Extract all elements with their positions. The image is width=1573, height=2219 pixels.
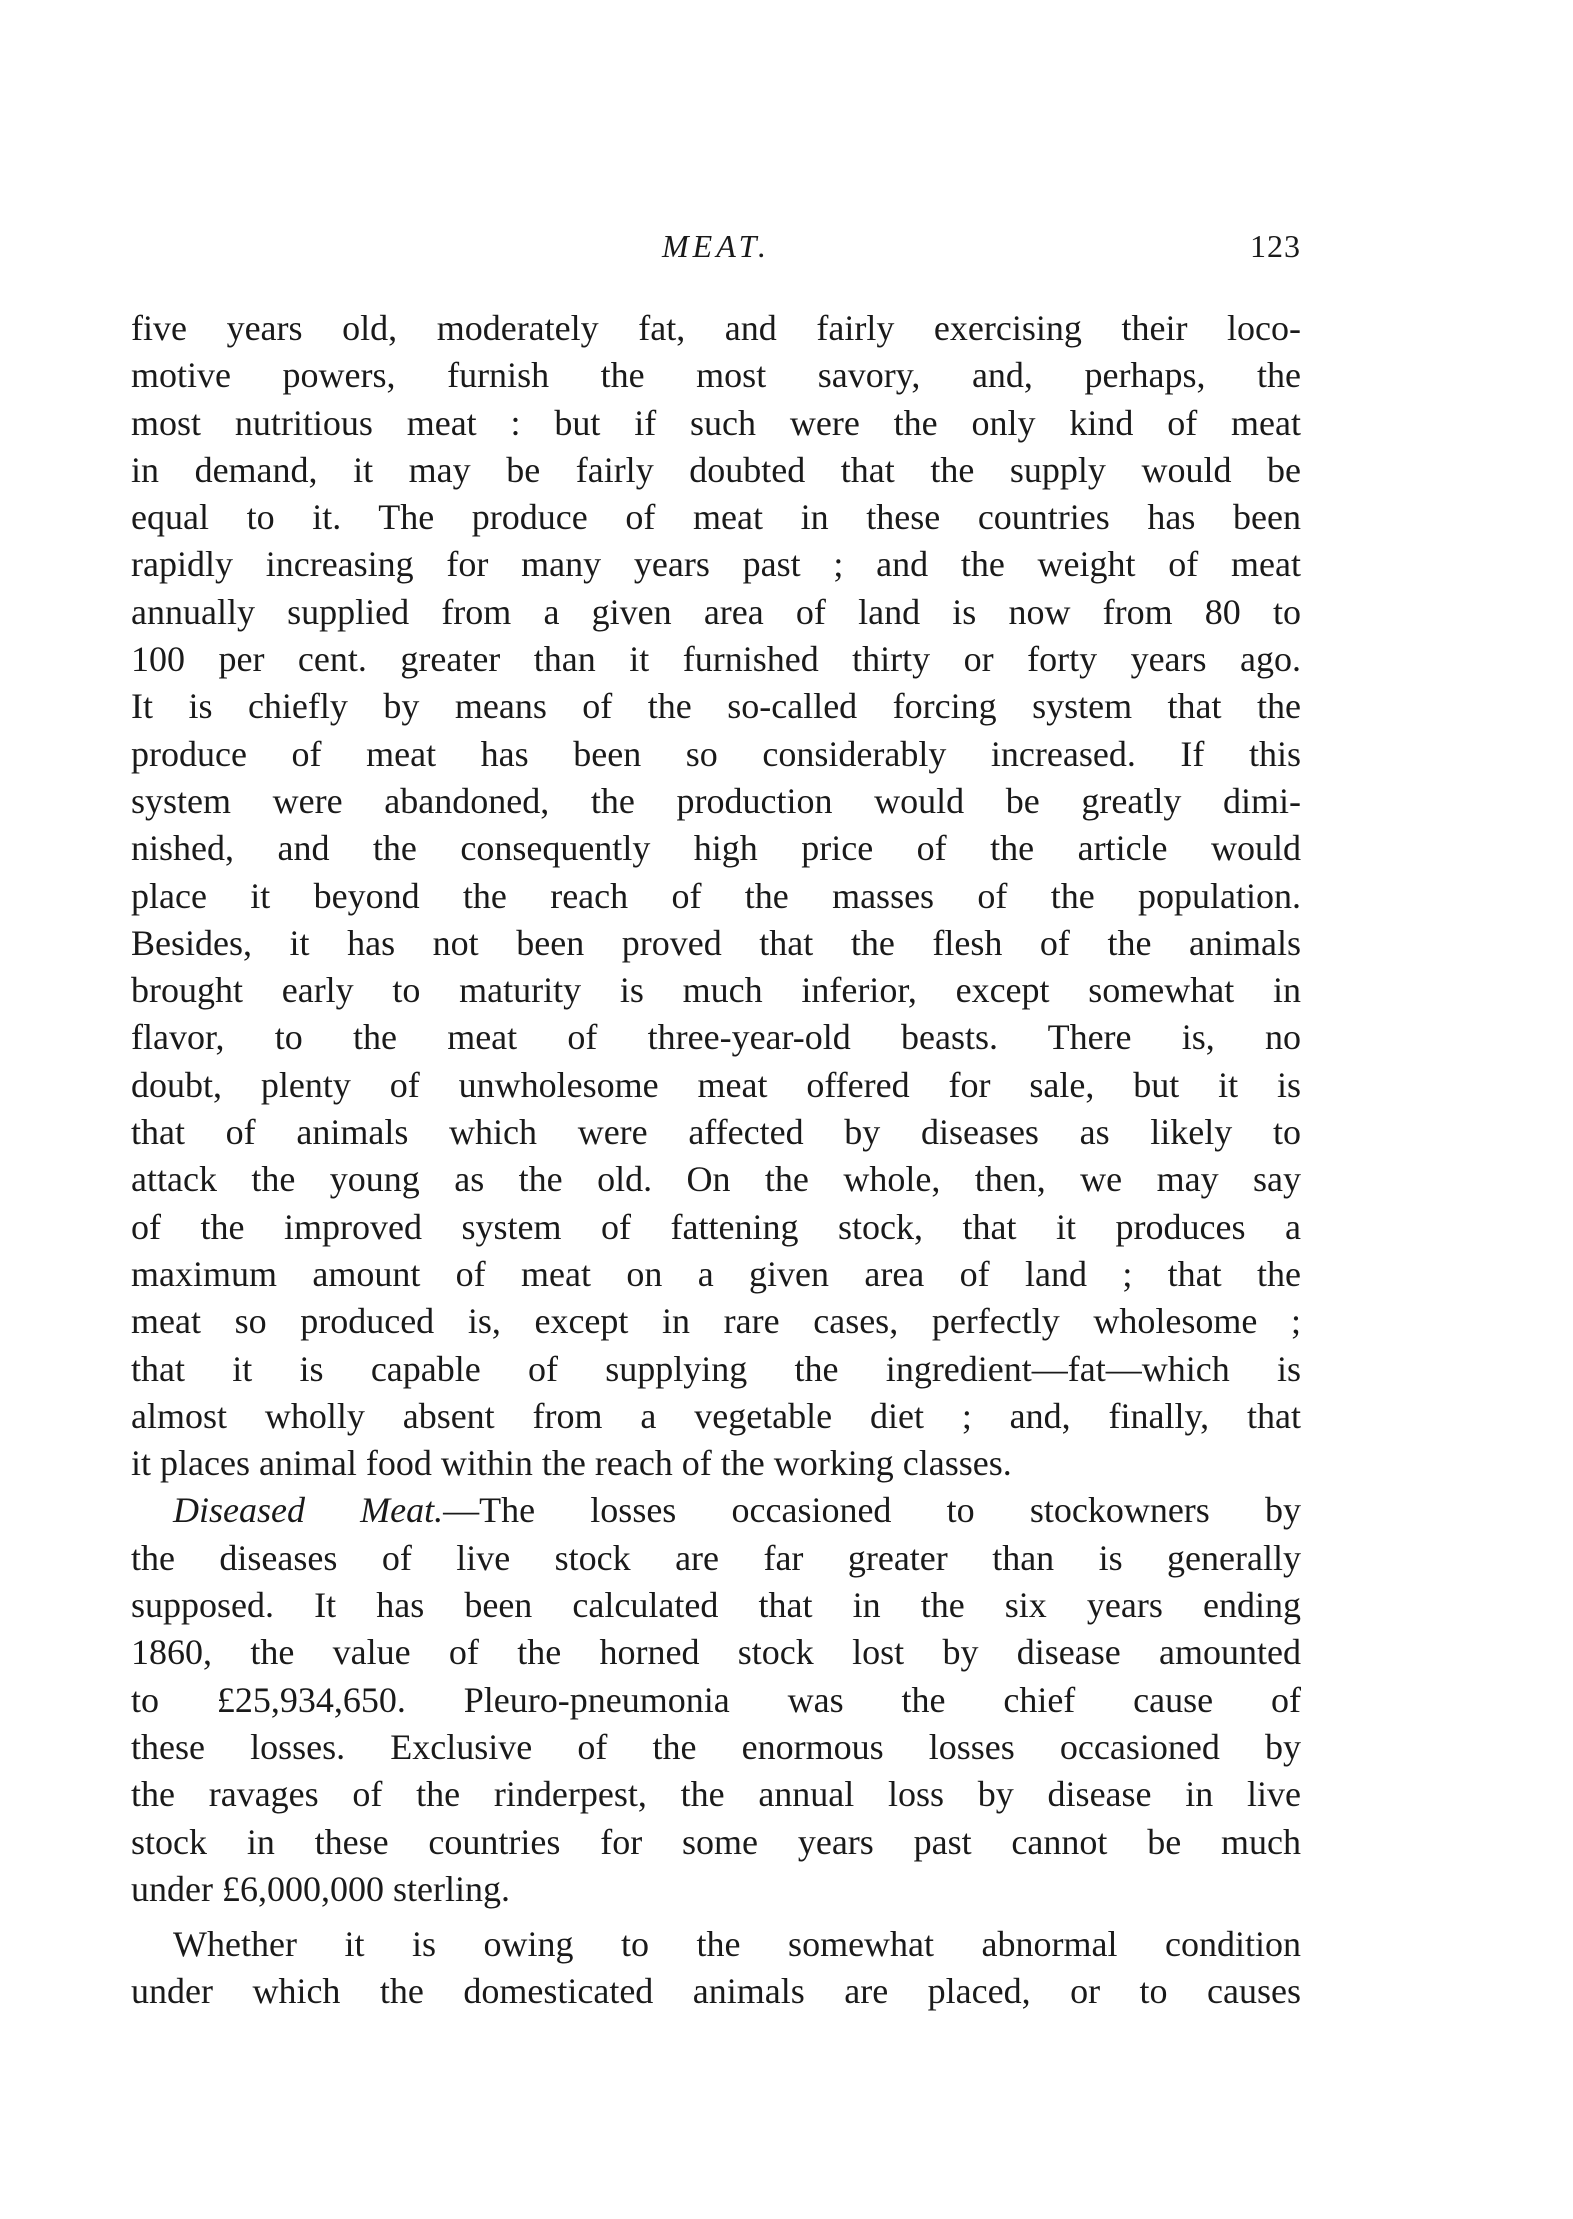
text-line: supposed. It has been calculated that in the six years ending xyxy=(131,1585,1301,1626)
text-line: produce of meat has been so considerably increased. If this xyxy=(131,733,1301,774)
paragraph-3 xyxy=(131,1921,1301,2016)
text-line: stock in these countries for some years past cannot be much xyxy=(131,1821,1301,1862)
text-line: the ravages of the rinderpest, the annual loss by disease in live xyxy=(131,1774,1301,1815)
page-number: 123 xyxy=(1250,228,1301,264)
text-line: to £25,934,650. Pleuro-pneumonia was the chief cause of xyxy=(131,1679,1301,1720)
text-line: almost wholly absent from a vegetable diet ; and, finally, that xyxy=(131,1395,1301,1436)
paragraph-2 xyxy=(131,1487,1301,1913)
text-line: under £6,000,000 sterling. xyxy=(131,1868,510,1909)
text-line: system were abandoned, the production would be greatly dimi- xyxy=(131,780,1301,821)
text-line: that of animals which were affected by diseases as likely to xyxy=(131,1112,1301,1153)
text-line: most nutritious meat : but if such were the only kind of meat xyxy=(131,402,1301,443)
text-line: place it beyond the reach of the masses of the population. xyxy=(131,875,1301,916)
running-head xyxy=(131,228,1301,278)
text-line: meat so produced is, except in rare cases, perfectly wholesome ; xyxy=(131,1301,1301,1342)
text-fragment: —The losses occasioned to stockowners by xyxy=(443,1490,1301,1531)
text-line: Besides, it has not been proved that the flesh of the animals xyxy=(131,922,1301,963)
text-line: brought early to maturity is much inferior, except somewhat in xyxy=(131,970,1301,1011)
text-line: 1860, the value of the horned stock lost by disease amounted xyxy=(131,1632,1301,1673)
text-line: doubt, plenty of unwholesome meat offered for sale, but it is xyxy=(131,1064,1301,1105)
text-line: the diseases of live stock are far greater than is generally xyxy=(131,1537,1301,1578)
body-text xyxy=(131,305,1301,2016)
paragraph-1 xyxy=(131,305,1301,1487)
text-line: rapidly increasing for many years past ; and the weight of meat xyxy=(131,544,1301,585)
text-line: equal to it. The produce of meat in these countries has been xyxy=(131,497,1301,538)
text-line: under which the domesticated animals are placed, or to causes xyxy=(131,1971,1301,2012)
text-line: nished, and the consequently high price of the article would xyxy=(131,828,1301,869)
text-line: Whether it is owing to the somewhat abnormal condition xyxy=(173,1924,1301,1965)
section-heading: Diseased Meat. xyxy=(173,1490,444,1531)
text-line: attack the young as the old. On the whole, then, we may say xyxy=(131,1159,1301,1200)
text-line: motive powers, furnish the most savory, and, perhaps, the xyxy=(131,355,1301,396)
text-line: it places animal food within the reach of the working classes. xyxy=(131,1443,1012,1484)
text-line xyxy=(131,1487,1301,1534)
text-line: annually supplied from a given area of land is now from 80 to xyxy=(131,591,1301,632)
text-line: five years old, moderately fat, and fairly exercising their loco- xyxy=(131,308,1301,348)
paragraph-gap xyxy=(131,1913,1301,1921)
text-line: in demand, it may be fairly doubted that the supply would be xyxy=(131,449,1301,490)
text-line: that it is capable of supplying the ingredient—fat—which is xyxy=(131,1348,1301,1389)
text-line: It is chiefly by means of the so-called forcing system that the xyxy=(131,686,1301,727)
text-line: 100 per cent. greater than it furnished thirty or forty years ago. xyxy=(131,639,1301,680)
text-line: of the improved system of fattening stock, that it produces a xyxy=(131,1206,1301,1247)
text-line: these losses. Exclusive of the enormous losses occasioned by xyxy=(131,1726,1301,1767)
text-line: flavor, to the meat of three-year-old beasts. There is, no xyxy=(131,1017,1301,1058)
running-title: MEAT. xyxy=(662,228,770,264)
text-line: maximum amount of meat on a given area of land ; that the xyxy=(131,1253,1301,1294)
